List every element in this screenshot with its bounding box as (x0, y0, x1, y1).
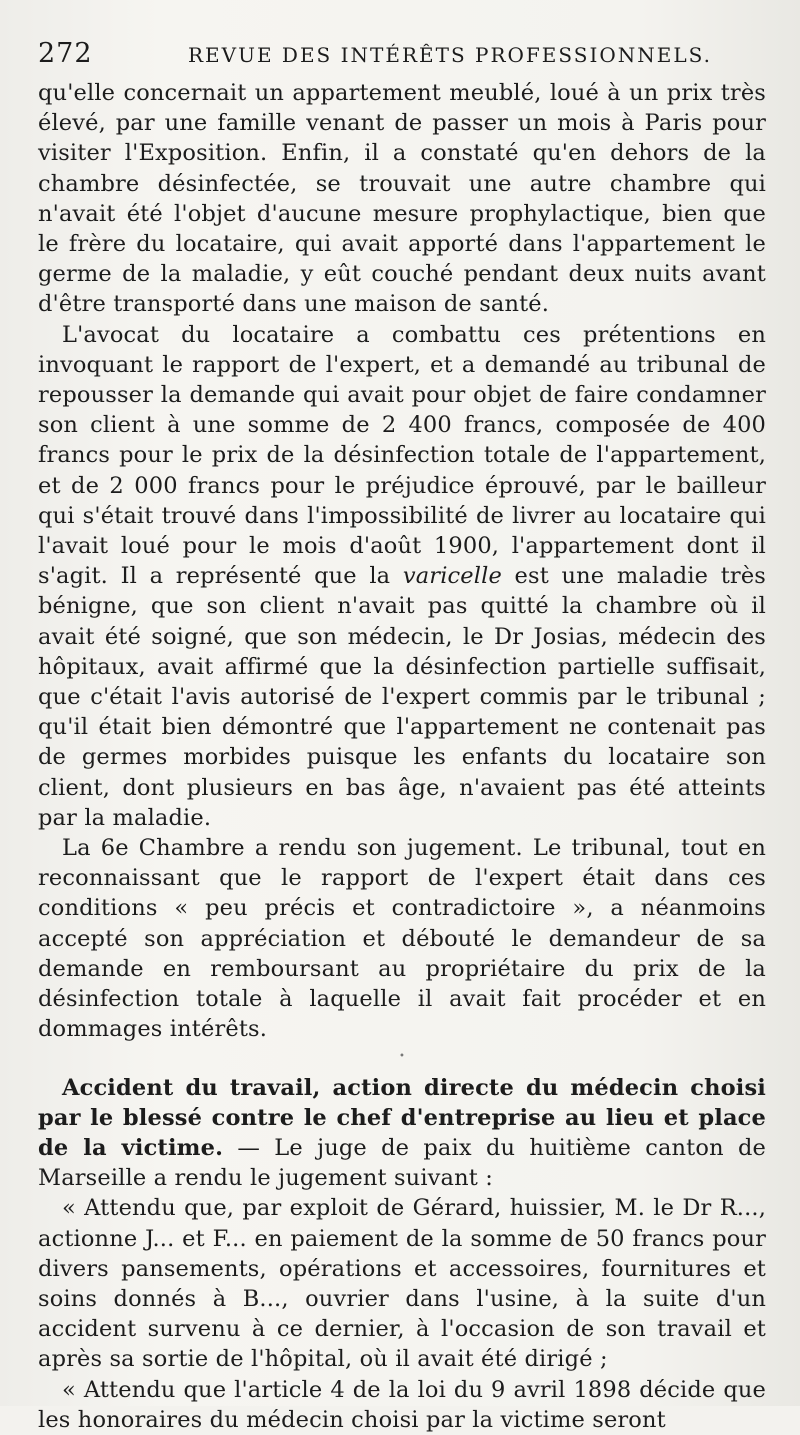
paragraph-judgment: La 6e Chambre a rendu son jugement. Le tribunal, tout en reconnaissant que le rapport de l'expert était dans ces conditions « peu précis et contradictoire », a néanmoins accepté son appréciation et débouté le demandeur de sa demande en remboursant au propriétaire du prix de la désinfection totale à laquelle il avait fait procéder et en dommages intérêts. (38, 835, 766, 1043)
section-heading: Accident du travail, action directe du médecin choisi par le blessé contre le chef d'entreprise au lieu et place de la victime. (38, 1074, 766, 1161)
paragraph-lawyer-argument (38, 320, 766, 833)
paragraph-text: est une maladie très bénigne, que son client n'avait pas quitté la chambre où il avait été soigné, que son médecin, le Dr Josias, médecin des hôpitaux, avait affirmé que la désinfection partielle suffisait, que c'était l'avis autorisé de l'expert commis par le tribunal ; qu'il était bien démontré que l'appartement ne contenait pas de germes morbides puisque les enfants du locataire son client, dont plusieurs en bas âge, n'avaient pas été atteints par la maladie. (38, 563, 767, 831)
italic-term: varicelle (402, 563, 502, 590)
section-intro: — Le juge de paix du huitième canton de Marseille a rendu le jugement suivant : (38, 1134, 766, 1192)
page-header (38, 38, 766, 78)
page-number: 272 (38, 38, 93, 69)
separator-dot: • (399, 1050, 405, 1062)
running-title: REVUE DES INTÉRÊTS PROFESSIONNELS. (188, 43, 712, 67)
paragraph-continuation: qu'elle concernait un appartement meublé, loué à un prix très élevé, par une famille venant de passer un mois à Paris pour visiter l'Exposition. Enfin, il a constaté qu'en dehors de la chambre désinfectée, se trouvait une autre chambre qui n'avait été l'objet d'aucune mesure prophylactique, bien que le frère du locataire, qui avait apporté dans l'appartement le germe de la maladie, y eût couché pendant deux nuits avant d'être transporté dans une maison de santé. (38, 80, 766, 318)
paragraph-attendu-1: « Attendu que, par exploit de Gérard, huissier, M. le Dr R..., actionne J... et F... en paiement de la somme de 50 francs pour divers pansements, opérations et accessoires, fournitures et soins donnés à B..., ouvrier dans l'usine, à la suite d'un accident survenu à ce dernier, à l'occasion de son travail et après sa sortie de l'hôpital, où il avait été dirigé ; (38, 1195, 766, 1373)
paragraph-attendu-2: « Attendu que l'article 4 de la loi du 9 avril 1898 décide que les honoraires du médecin choisi par la victime seront (38, 1376, 766, 1433)
section-accident (38, 1073, 766, 1194)
paragraph-text: L'avocat du locataire a combattu ces prétentions en invoquant le rapport de l'expert, et a demandé au tribunal de repousser la demande qui avait pour objet de faire condamner son client à une somme de 2 400 francs, composée de 400 francs pour le prix de la désinfection totale de l'appartement, et de 2 000 francs pour le préjudice éprouvé, par le bailleur qui s'était trouvé dans l'impossibilité de livrer au locataire qui l'avait loué pour le mois d'août 1900, l'appartement dont il s'agit. Il a représenté que la (38, 321, 766, 590)
body-text (38, 78, 766, 1435)
